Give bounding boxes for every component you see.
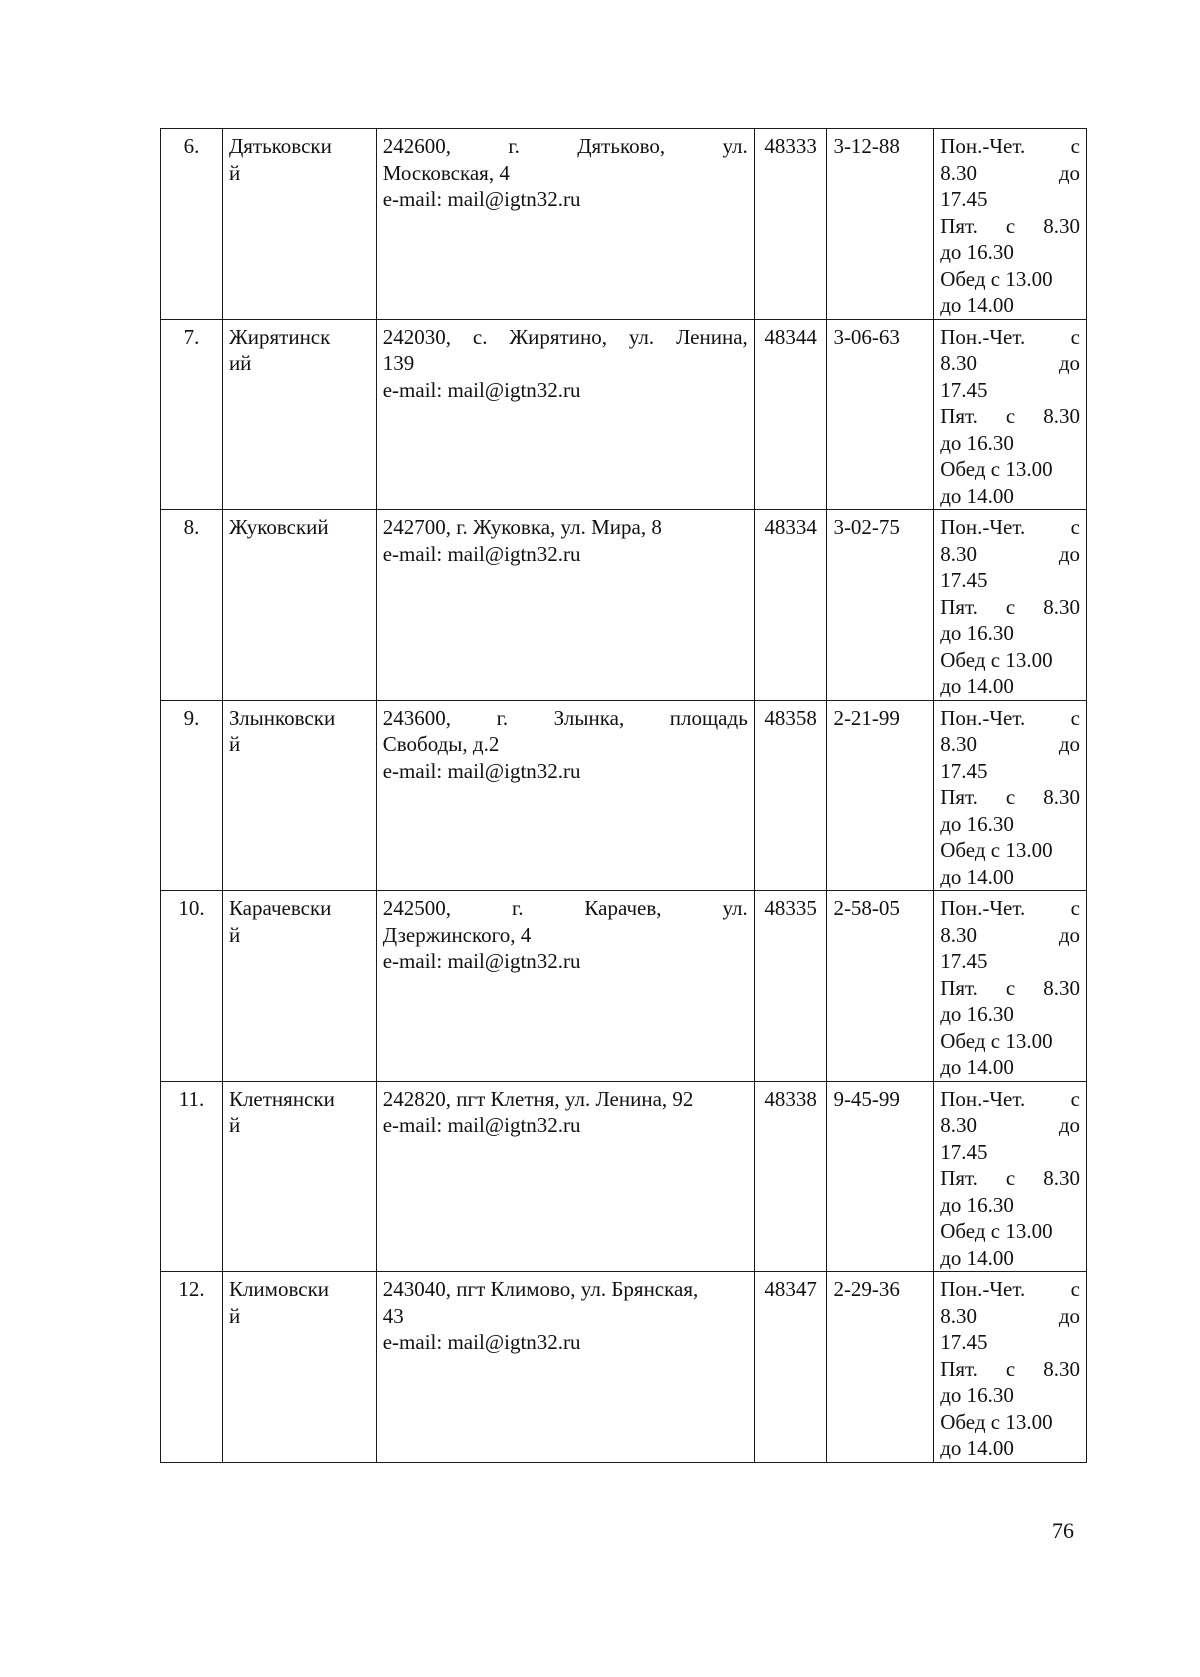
address-cell (376, 1081, 754, 1272)
address-word: г. (511, 896, 524, 920)
hours-word: до (1058, 922, 1080, 947)
hours-word: Пят. (940, 1356, 978, 1381)
district-name (222, 510, 376, 701)
hours-word: с (1070, 705, 1080, 730)
hours-line: до 14.00 (940, 1245, 1014, 1270)
hours-line: Обед с 13.00 (940, 1409, 1053, 1434)
district-name (222, 319, 376, 510)
hours-word: Пон.-Чет. (940, 896, 1026, 920)
address-word: 242500, (382, 896, 451, 920)
hours-line: Обед с 13.00 (940, 457, 1053, 481)
hours-line (940, 1276, 1080, 1303)
address-cell (376, 319, 754, 510)
address-word: ул. (628, 324, 655, 349)
district-name-line: Дятьковски (228, 134, 332, 158)
table-row (161, 319, 1087, 510)
hours-line (940, 1086, 1080, 1113)
district-name-line: й (228, 1303, 241, 1328)
district-name-line: й (228, 732, 241, 756)
hours-word: Пят. (940, 594, 978, 619)
hours-line: 17.45 (940, 187, 988, 211)
phone-number: 2-21-99 (827, 700, 934, 891)
hours-line: до 14.00 (940, 1436, 1014, 1460)
address-continuation: Дзержинского, 4 (382, 922, 532, 947)
address-cell (376, 700, 754, 891)
email-address: e-mail: mail@igtn32.ru (382, 949, 581, 973)
hours-word: Пят. (940, 1166, 978, 1190)
address-continuation: 139 (382, 351, 415, 375)
hours-word: Пон.-Чет. (940, 134, 1026, 158)
hours-line: до 16.30 (940, 1002, 1014, 1026)
hours-line: до 16.30 (940, 621, 1014, 645)
district-name-line: Карачевски (228, 896, 332, 920)
phone-code: 48335 (754, 891, 827, 1082)
hours-word: Пят. (940, 404, 978, 428)
address-word: Карачев, (584, 896, 662, 920)
hours-word: 8.30 (940, 1113, 977, 1137)
hours-word: 8.30 (940, 160, 977, 185)
hours-word: с (1070, 324, 1080, 349)
hours-line: до 14.00 (940, 864, 1014, 889)
working-hours (934, 319, 1087, 510)
address-word: 242700, г. Жуковка, ул. Мира, 8 (382, 515, 662, 539)
address-cell (376, 891, 754, 1082)
hours-word: с (1070, 1277, 1080, 1301)
phone-code: 48338 (754, 1081, 827, 1272)
district-name (222, 1081, 376, 1272)
email-address: e-mail: mail@igtn32.ru (382, 1330, 581, 1354)
address-word: г. (496, 705, 509, 730)
hours-line: 17.45 (940, 568, 988, 592)
district-name (222, 700, 376, 891)
hours-word: 8.30 (1043, 785, 1080, 809)
address-word: Жирятино, (509, 324, 607, 349)
hours-line: до 14.00 (940, 674, 1014, 698)
address-word: Ленина, (676, 324, 748, 349)
hours-word: 8.30 (1043, 1166, 1080, 1190)
address-word: г. (508, 134, 520, 158)
row-number: 9. (161, 700, 223, 891)
hours-line: до 16.30 (940, 811, 1014, 836)
address-word: площадь (669, 705, 748, 730)
hours-line: до 16.30 (940, 240, 1014, 264)
district-name (222, 129, 376, 320)
hours-line (940, 975, 1080, 1002)
phone-code: 48358 (754, 700, 827, 891)
district-name-line: ий (228, 351, 252, 375)
hours-word: 8.30 (1043, 213, 1080, 238)
hours-word: с (1005, 1356, 1016, 1381)
email-address: e-mail: mail@igtn32.ru (382, 377, 581, 402)
address-word: ул. (722, 134, 748, 158)
hours-word: с (1005, 213, 1016, 238)
district-name-line: й (228, 922, 241, 947)
hours-line (940, 213, 1080, 240)
hours-word: с (1005, 975, 1016, 1000)
table-row (161, 700, 1087, 891)
working-hours (934, 1272, 1087, 1463)
hours-line (940, 705, 1080, 732)
hours-word: с (1070, 134, 1080, 158)
hours-word: Пон.-Чет. (940, 705, 1026, 730)
page-number: 76 (1052, 1518, 1074, 1543)
hours-word: 8.30 (940, 351, 977, 375)
hours-word: 8.30 (1043, 404, 1080, 428)
hours-word: с (1070, 1086, 1080, 1111)
address-word: с. (472, 324, 488, 349)
email-address: e-mail: mail@igtn32.ru (382, 541, 581, 566)
row-number: 11. (161, 1081, 223, 1272)
hours-line: Обед с 13.00 (940, 838, 1053, 862)
working-hours (934, 510, 1087, 701)
phone-code: 48344 (754, 319, 827, 510)
address-first-line (383, 1276, 748, 1303)
row-number: 8. (161, 510, 223, 701)
address-continuation: Московская, 4 (382, 160, 510, 185)
hours-line (940, 350, 1080, 377)
hours-word: с (1005, 594, 1016, 619)
table-row (161, 129, 1087, 320)
hours-line (940, 160, 1080, 187)
hours-word: Пон.-Чет. (940, 1277, 1026, 1301)
hours-word: до (1058, 160, 1080, 185)
address-word: 242820, пгт Клетня, ул. Ленина, 92 (382, 1086, 694, 1111)
hours-line: до 14.00 (940, 293, 1014, 317)
hours-word: с (1070, 515, 1080, 539)
hours-line (940, 895, 1080, 922)
hours-line (940, 1112, 1080, 1139)
hours-word: 8.30 (1043, 975, 1080, 1000)
hours-line (940, 403, 1080, 430)
phone-number: 2-58-05 (827, 891, 934, 1082)
address-word: 243600, (382, 705, 451, 730)
hours-line: до 16.30 (940, 1383, 1014, 1407)
hours-word: 8.30 (1043, 1356, 1080, 1381)
hours-line: до 14.00 (940, 483, 1014, 508)
district-name-line: Климовски (228, 1277, 330, 1301)
hours-line: до 14.00 (940, 1055, 1014, 1079)
working-hours (934, 1081, 1087, 1272)
row-number: 12. (161, 1272, 223, 1463)
hours-line (940, 541, 1080, 568)
hours-word: до (1058, 1303, 1080, 1328)
hours-line: 17.45 (940, 758, 988, 783)
address-first-line (383, 324, 748, 351)
hours-line: Обед с 13.00 (940, 1028, 1053, 1053)
hours-line (940, 1165, 1080, 1192)
phone-number: 3-12-88 (827, 129, 934, 320)
address-first-line (383, 133, 748, 160)
hours-word: Пят. (940, 975, 978, 1000)
hours-line (940, 514, 1080, 541)
district-name-line: Жирятинск (228, 324, 331, 349)
hours-word: до (1058, 541, 1080, 566)
hours-line (940, 731, 1080, 758)
district-name-line: Жуковский (228, 515, 329, 539)
hours-line: Обед с 13.00 (940, 266, 1053, 291)
hours-line: 17.45 (940, 377, 988, 402)
hours-word: Пон.-Чет. (940, 515, 1026, 539)
district-name-line: Клетнянски (228, 1086, 335, 1111)
address-word: Злынка, (553, 705, 625, 730)
district-name (222, 891, 376, 1082)
address-first-line (383, 514, 748, 541)
hours-word: с (1005, 785, 1016, 809)
table-row (161, 891, 1087, 1082)
email-address: e-mail: mail@igtn32.ru (382, 187, 581, 211)
working-hours (934, 891, 1087, 1082)
working-hours (934, 129, 1087, 320)
address-continuation: 43 (382, 1303, 404, 1328)
table-row (161, 1081, 1087, 1272)
address-word: ул. (722, 896, 748, 920)
address-continuation: Свободы, д.2 (382, 732, 500, 756)
district-name-line: Злынковски (228, 705, 336, 730)
hours-line (940, 133, 1080, 160)
hours-line: до 16.30 (940, 430, 1014, 455)
hours-word: Пон.-Чет. (940, 324, 1026, 349)
hours-word: до (1058, 351, 1080, 375)
table-row (161, 510, 1087, 701)
hours-line (940, 784, 1080, 811)
email-address: e-mail: mail@igtn32.ru (382, 1113, 581, 1137)
row-number: 10. (161, 891, 223, 1082)
phone-code: 48347 (754, 1272, 827, 1463)
hours-word: до (1058, 1113, 1080, 1137)
phone-number: 2-29-36 (827, 1272, 934, 1463)
hours-line: до 16.30 (940, 1192, 1014, 1217)
address-first-line (383, 895, 748, 922)
row-number: 6. (161, 129, 223, 320)
hours-line: 17.45 (940, 949, 988, 973)
hours-line: Обед с 13.00 (940, 1219, 1053, 1243)
hours-word: 8.30 (940, 922, 977, 947)
hours-word: 8.30 (940, 732, 977, 756)
address-word: 243040, пгт Климово, ул. Брянская, (382, 1277, 699, 1301)
hours-line (940, 922, 1080, 949)
table-row (161, 1272, 1087, 1463)
hours-word: 8.30 (1043, 594, 1080, 619)
address-first-line (383, 1086, 748, 1113)
phone-number: 3-06-63 (827, 319, 934, 510)
district-name-line: й (228, 160, 241, 185)
district-name-line: й (228, 1113, 241, 1137)
hours-word: Пят. (940, 785, 978, 809)
offices-table (160, 128, 1087, 1463)
hours-word: Пят. (940, 213, 978, 238)
hours-line: 17.45 (940, 1139, 988, 1164)
hours-word: Пон.-Чет. (940, 1086, 1026, 1111)
phone-code: 48334 (754, 510, 827, 701)
address-first-line (383, 705, 748, 732)
district-name (222, 1272, 376, 1463)
hours-line (940, 1356, 1080, 1383)
hours-word: с (1005, 1166, 1016, 1190)
address-cell (376, 510, 754, 701)
hours-word: 8.30 (940, 541, 977, 566)
working-hours (934, 700, 1087, 891)
page-content (160, 128, 1087, 1463)
hours-line (940, 594, 1080, 621)
phone-number: 9-45-99 (827, 1081, 934, 1272)
hours-word: 8.30 (940, 1303, 977, 1328)
hours-line (940, 324, 1080, 351)
hours-line: 17.45 (940, 1330, 988, 1354)
address-cell (376, 1272, 754, 1463)
hours-line (940, 1303, 1080, 1330)
hours-line: Обед с 13.00 (940, 647, 1053, 672)
address-word: 242600, (382, 134, 451, 158)
hours-word: с (1005, 404, 1016, 428)
row-number: 7. (161, 319, 223, 510)
phone-number: 3-02-75 (827, 510, 934, 701)
address-word: 242030, (382, 324, 451, 349)
hours-word: с (1070, 896, 1080, 920)
email-address: e-mail: mail@igtn32.ru (382, 758, 581, 783)
offices-table-body (161, 129, 1087, 1463)
phone-code: 48333 (754, 129, 827, 320)
address-word: Дятьково, (577, 134, 666, 158)
hours-word: до (1058, 732, 1080, 756)
address-cell (376, 129, 754, 320)
